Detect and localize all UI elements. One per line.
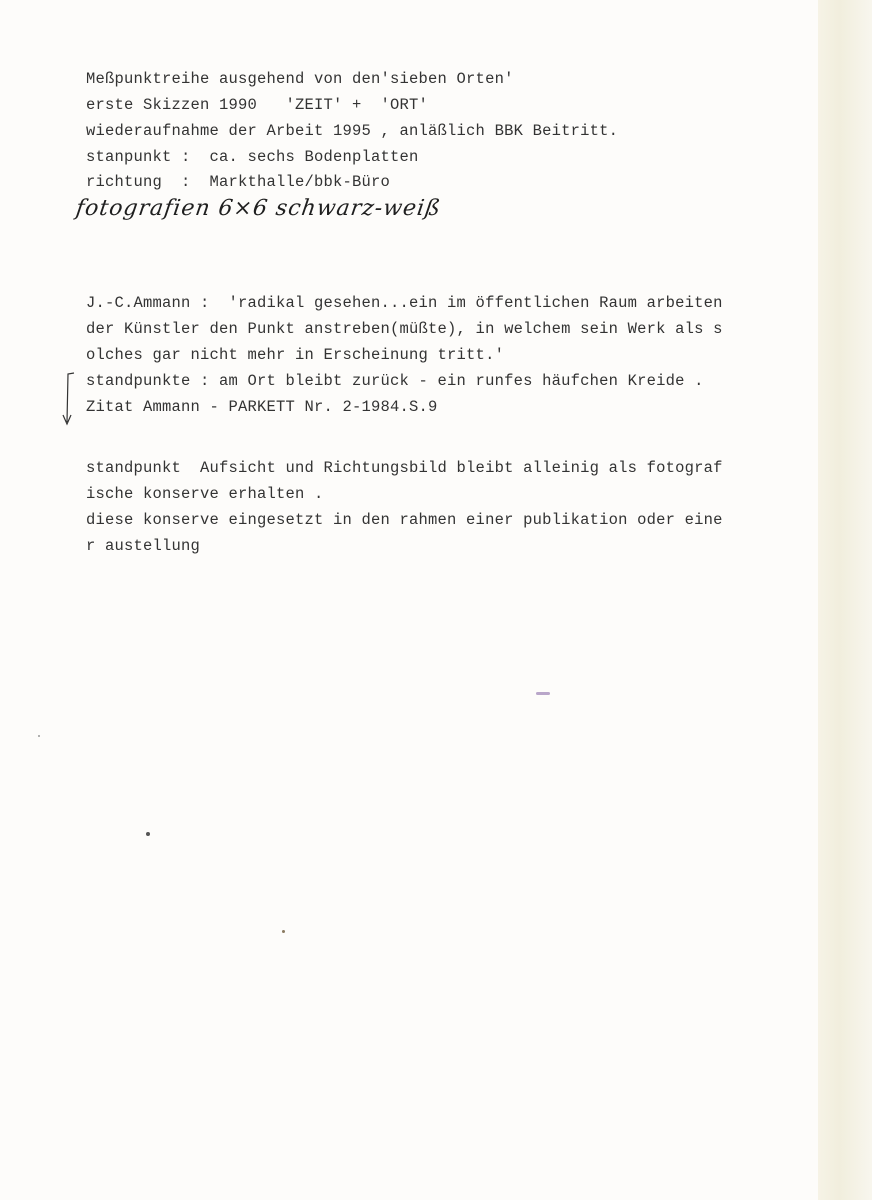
text-line-5: richtung : Markthalle/bbk-Büro	[86, 173, 391, 191]
ink-speck	[282, 930, 285, 933]
text-line-4: stanpunkt : ca. sechs Bodenplatten	[86, 148, 419, 166]
ink-speck	[38, 735, 40, 737]
paper-edge	[818, 0, 872, 1200]
text-line-6: J.-C.Ammann : 'radikal gesehen...ein im öffentlichen Raum arbeiten	[86, 294, 723, 312]
ink-speck	[146, 832, 150, 836]
text-line-12: ische konserve erhalten .	[86, 485, 324, 503]
hand-drawn-arrow-icon	[60, 370, 84, 430]
text-line-7: der Künstler den Punkt anstreben(müßte), in welchem sein Werk als s	[86, 320, 723, 338]
text-line-13: diese konserve eingesetzt in den rahmen einer publikation oder eine	[86, 511, 723, 529]
ink-speck	[536, 692, 550, 695]
text-line-10: Zitat Ammann - PARKETT Nr. 2-1984.S.9	[86, 398, 438, 416]
text-line-2: erste Skizzen 1990 'ZEIT' + 'ORT'	[86, 96, 429, 114]
text-line-3: wiederaufnahme der Arbeit 1995 , anläßlich BBK Beitritt.	[86, 122, 619, 140]
text-line-8: olches gar nicht mehr in Erscheinung tritt.'	[86, 346, 505, 364]
text-line-1: Meßpunktreihe ausgehend von den'sieben Orten'	[86, 70, 514, 88]
text-line-14: r austellung	[86, 537, 201, 555]
text-line-9: standpunkte : am Ort bleibt zurück - ein runfes häufchen Kreide .	[86, 372, 704, 390]
text-line-11: standpunkt Aufsicht und Richtungsbild bleibt alleinig als fotograf	[86, 459, 723, 477]
handwritten-note: fotografien 6×6 schwarz-weiß	[74, 196, 443, 221]
